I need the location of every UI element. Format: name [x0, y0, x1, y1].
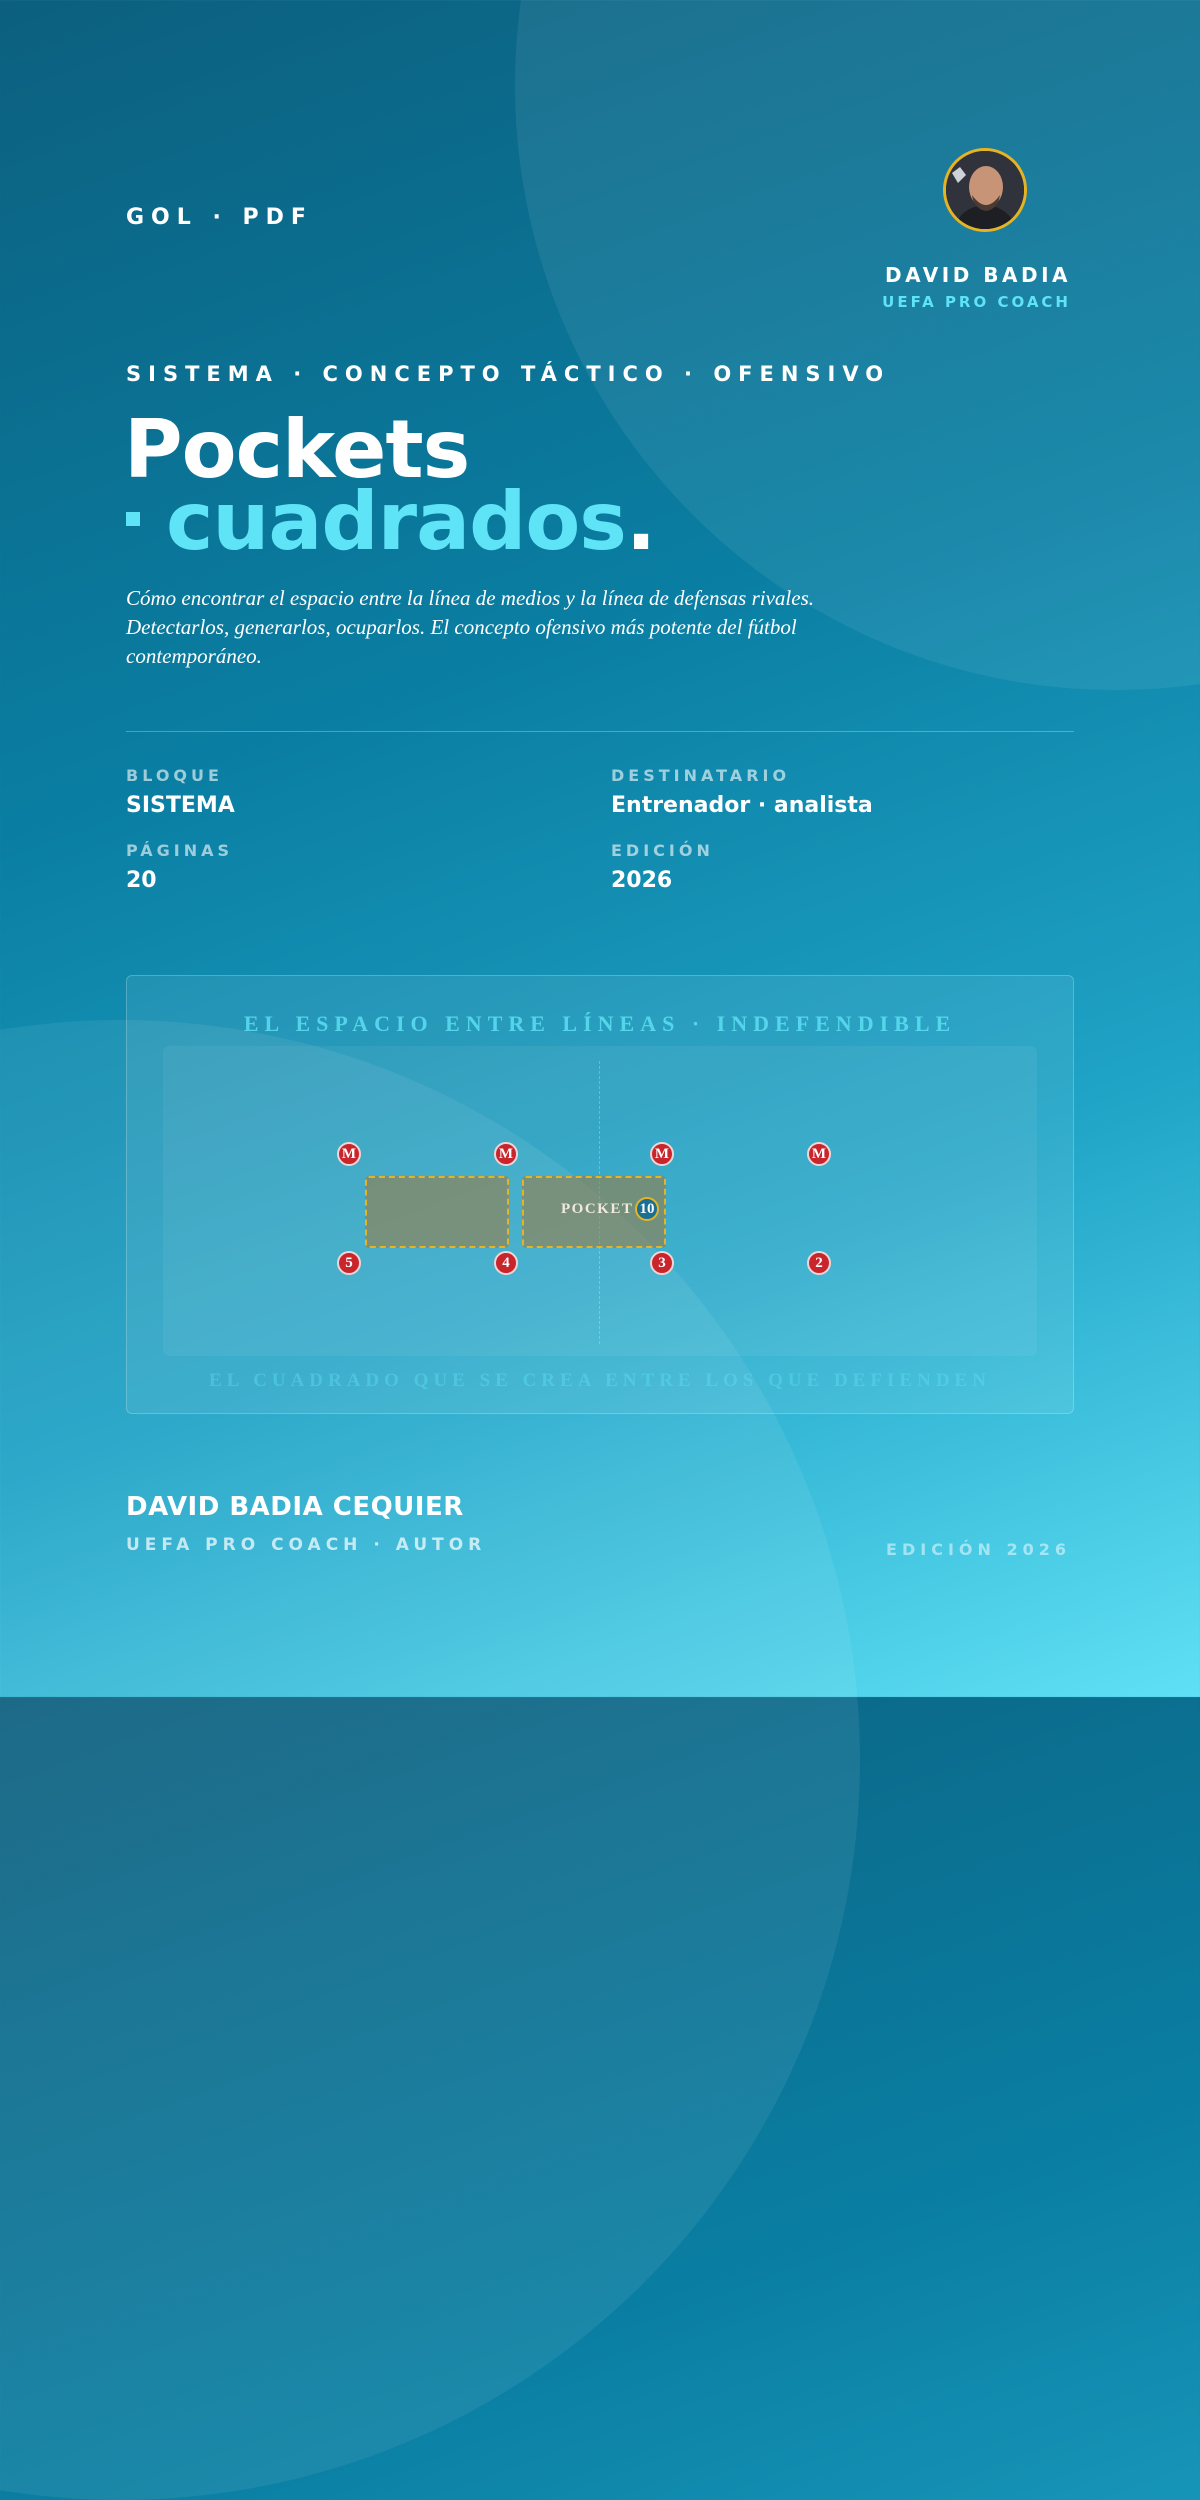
divider	[126, 731, 1074, 732]
footer-author-role: UEFA PRO COACH · AUTOR	[126, 1535, 487, 1555]
defender-marker: 4	[494, 1251, 518, 1275]
title-line-1: Pockets	[124, 403, 470, 496]
meta-label: BLOQUE	[126, 766, 223, 785]
coach-portrait-icon	[946, 151, 1024, 229]
diagram-caption: EL CUADRADO QUE SE CREA ENTRE LOS QUE DEFIENDEN	[209, 1370, 991, 1391]
midfielder-marker: M	[650, 1142, 674, 1166]
diagram-title: EL ESPACIO ENTRE LÍNEAS · INDEFENDIBLE	[243, 1011, 957, 1036]
defender-marker: 3	[650, 1251, 674, 1275]
meta-value: SISTEMA	[126, 793, 235, 818]
footer-author-name: DAVID BADIA CEQUIER	[126, 1492, 464, 1522]
footer-edition: EDICIÓN 2026	[886, 1540, 1071, 1559]
meta-label: DESTINATARIO	[611, 766, 791, 785]
author-name: DAVID BADIA	[885, 263, 1071, 287]
meta-edicion	[611, 841, 714, 893]
title-period: .	[625, 475, 656, 568]
meta-value: 2026	[611, 868, 673, 893]
meta-bloque	[126, 766, 235, 818]
meta-value: 20	[126, 868, 157, 893]
pitch	[163, 1046, 1037, 1356]
defender-marker: 5	[337, 1251, 361, 1275]
square-bullet-icon	[126, 512, 140, 526]
title-accent: cuadrados	[166, 475, 626, 568]
brand-label: GOL · PDF	[126, 205, 313, 230]
defender-marker: 2	[807, 1251, 831, 1275]
meta-destinatario	[611, 766, 873, 818]
midfielder-marker: M	[494, 1142, 518, 1166]
author-role: UEFA PRO COACH	[882, 293, 1071, 311]
midfielder-marker: M	[337, 1142, 361, 1166]
category-line: SISTEMA · CONCEPTO TÁCTICO · OFENSIVO	[126, 362, 891, 386]
intro-paragraph: Cómo encontrar el espacio entre la línea de medios y la línea de defensas rivales. Detectarlos, generarlos, ocuparlos. El concepto ofensivo más potente del fútbol contemporáneo.	[126, 586, 814, 668]
midfielder-marker: M	[807, 1142, 831, 1166]
avatar	[943, 148, 1027, 232]
meta-value: Entrenador · analista	[611, 793, 873, 818]
meta-label: EDICIÓN	[611, 841, 714, 860]
title-line-2	[126, 475, 656, 568]
pocket-zone	[365, 1176, 509, 1248]
meta-paginas	[126, 841, 233, 893]
meta-label: PÁGINAS	[126, 841, 234, 860]
attacker-marker: 10	[635, 1197, 659, 1221]
diagram-card	[126, 975, 1074, 1414]
pocket-label: POCKET	[561, 1201, 634, 1217]
